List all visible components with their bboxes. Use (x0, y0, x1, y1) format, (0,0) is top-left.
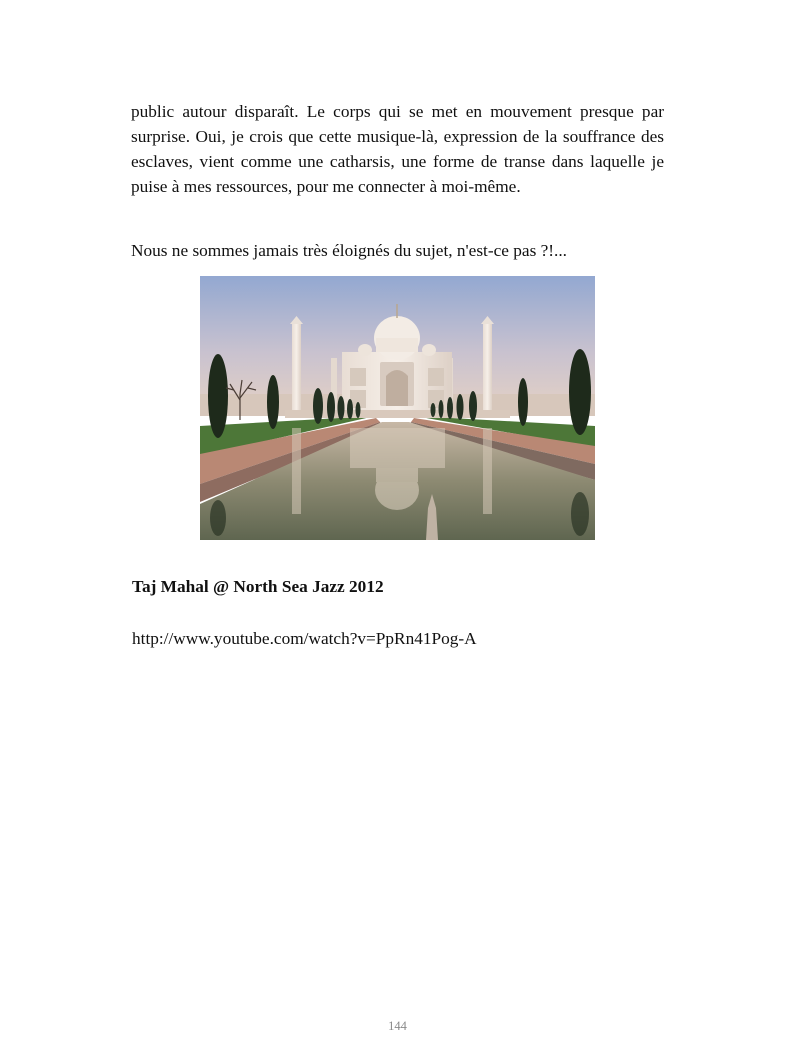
page-number: 144 (388, 1019, 407, 1033)
youtube-link[interactable]: http://www.youtube.com/watch?v=PpRn41Pog-A (132, 629, 477, 648)
taj-mahal-photo (200, 276, 595, 540)
body-paragraph: Nous ne sommes jamais très éloignés du sujet, n'est-ce pas ?!... (131, 241, 568, 260)
video-caption: Taj Mahal @ North Sea Jazz 2012 (132, 577, 384, 596)
body-paragraph: public autour disparaît. Le corps qui se met en mouvement presque par surprise. Oui, je crois que cette musique-là, expression de la souffrance des esclaves, vient comme une catharsis, une forme de transe dans laquelle je puise à mes ressources, pour me connecter à moi-même. (131, 102, 664, 196)
